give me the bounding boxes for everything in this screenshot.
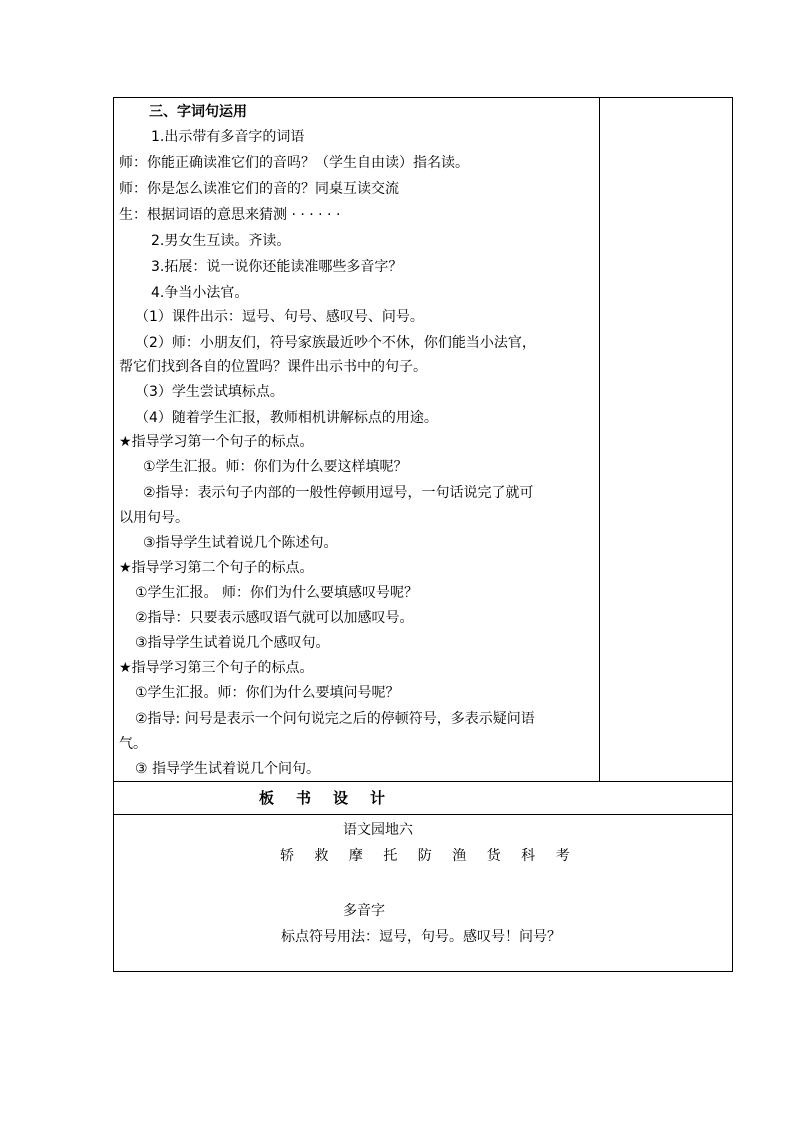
lesson-line: 生：根据词语的意思来猜测 · · · · · · — [119, 207, 341, 223]
table-row-divider — [113, 814, 733, 815]
lesson-line: 2.男女生互读。齐读。 — [151, 233, 291, 249]
lesson-line: ①学生汇报。师：你们为什么要填问号呢？ — [135, 685, 400, 701]
section-title: 三、字词句运用 — [149, 104, 247, 120]
lesson-line: 3.拓展：说一说你还能读准哪些多音字？ — [151, 259, 403, 275]
lesson-line: （2）师：小朋友们，符号家族最近吵个不休，你们能当小法官， — [135, 335, 536, 351]
lesson-line: 气。 — [119, 736, 147, 752]
board-punctuation: 标点符号用法：逗号，句号。感叹号！问号？ — [281, 929, 561, 945]
lesson-line: ★指导学习第三个句子的标点。 — [119, 660, 314, 676]
board-heading: 语文园地六 — [343, 822, 413, 838]
board-design-title: 板书设计 — [258, 789, 407, 807]
lesson-line: （3）学生尝试填标点。 — [135, 384, 284, 400]
lesson-line: （4）随着学生汇报，教师相机讲解标点的用途。 — [135, 410, 438, 426]
lesson-line: 帮它们找到各自的位置吗？课件出示书中的句子。 — [119, 359, 427, 375]
board-polyphone: 多音字 — [343, 903, 385, 919]
lesson-line: ①学生汇报。师：你们为什么要这样填呢？ — [143, 459, 408, 475]
lesson-line: 师：你是怎么读准它们的音的？同桌互读交流 — [119, 181, 399, 197]
lesson-line: ③指导学生试着说几个陈述句。 — [143, 535, 338, 551]
lesson-line: ②指导：表示句子内部的一般性停顿用逗号，一句话说完了就可 — [143, 485, 534, 501]
board-characters: 轿 救 摩 托 防 渔 货 科 考 — [280, 848, 578, 864]
lesson-line: 师：你能正确读准它们的音吗？（学生自由读）指名读。 — [119, 155, 469, 171]
lesson-line: 4.争当小法官。 — [151, 285, 249, 301]
table-row-divider — [113, 781, 733, 782]
table-column-divider — [599, 97, 600, 781]
lesson-line: 以用句号。 — [119, 510, 189, 526]
lesson-line: ①学生汇报。 师：你们为什么要填感叹号呢？ — [135, 585, 418, 601]
lesson-line: （1）课件出示：逗号、句号、感叹号、问号。 — [135, 309, 424, 325]
lesson-line: ③ 指导学生试着说几个问句。 — [135, 761, 321, 777]
lesson-line: ③指导学生试着说几个感叹句。 — [135, 635, 330, 651]
lesson-line: ②指导：只要表示感叹语气就可以加感叹号。 — [135, 610, 414, 626]
lesson-line: ★指导学习第二个句子的标点。 — [119, 560, 314, 576]
lesson-line: ②指导: 问号是表示一个问句说完之后的停顿符号，多表示疑问语 — [135, 711, 535, 727]
lesson-line: 1.出示带有多音字的词语 — [151, 129, 305, 145]
lesson-line: ★指导学习第一个句子的标点。 — [119, 434, 314, 450]
